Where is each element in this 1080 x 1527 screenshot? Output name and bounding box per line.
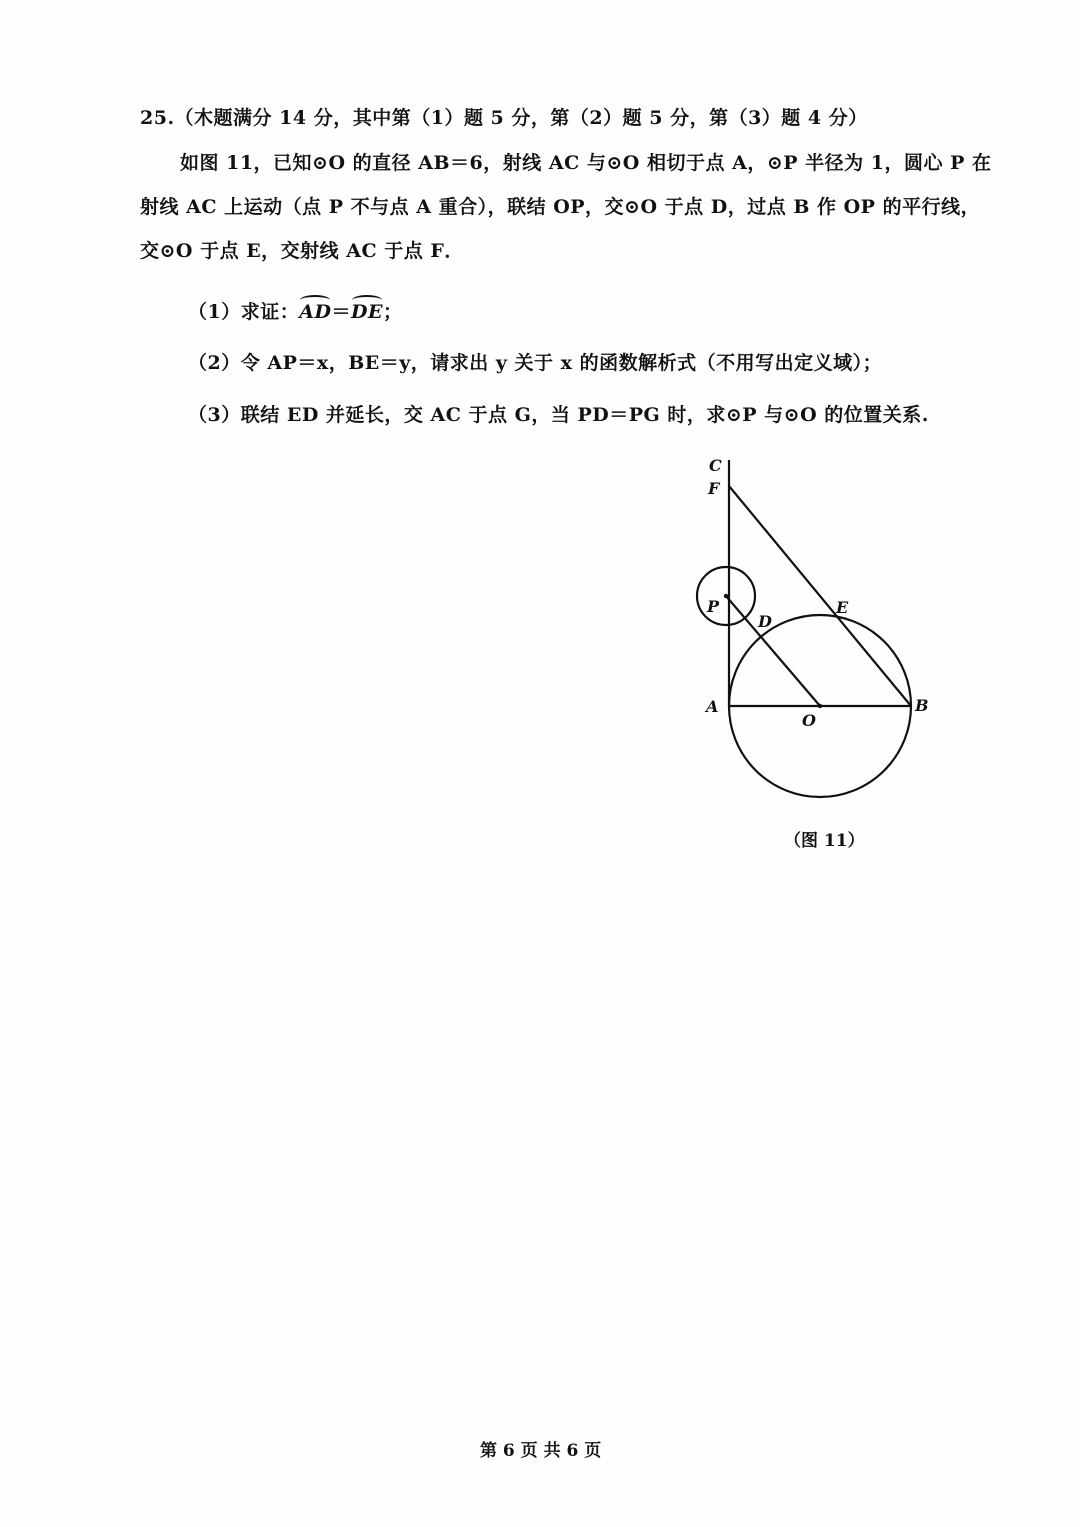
segment-po [726, 596, 820, 706]
label-f: F [708, 479, 720, 498]
label-b: B [915, 696, 929, 715]
point-p [724, 594, 728, 598]
question-3: （3）联结 ED 并延长，交 AC 于点 G，当 PD＝PG 时，求⊙P 与⊙O 的位置关系. [188, 404, 929, 426]
label-p: P [707, 597, 720, 616]
line-fb [729, 486, 911, 706]
label-c: C [709, 456, 722, 475]
question-1-equals: ＝ [331, 301, 351, 323]
question-1-suffix: ； [382, 301, 403, 323]
label-d: D [758, 612, 772, 631]
problem-header: 25.（木题满分 14 分，其中第（1）题 5 分，第（2）题 5 分，第（3）题 4 分） [140, 107, 868, 129]
problem-intro-line-3: 交⊙O 于点 E，交射线 AC 于点 F． [140, 240, 464, 262]
page-number: 第 6 页 共 6 页 [480, 1441, 602, 1461]
question-2: （2）令 AP＝x，BE＝y，请求出 y 关于 x 的函数解析式（不用写出定义域）； [188, 352, 883, 374]
arc-de: DE [350, 301, 383, 323]
point-o [818, 704, 822, 708]
label-e: E [836, 598, 849, 617]
arc-ad: AD [299, 301, 332, 323]
figure-caption: （图 11） [784, 831, 865, 851]
label-o: O [802, 711, 816, 730]
label-a: A [706, 697, 719, 716]
question-1-prefix: （1）求证： [188, 301, 300, 323]
question-1 [188, 297, 402, 324]
geometry-figure [680, 450, 950, 810]
problem-intro-line-1: 如图 11，已知⊙O 的直径 AB＝6，射线 AC 与⊙O 相切于点 A，⊙P 半径为 1，圆心 P 在 [180, 152, 992, 174]
problem-intro-line-2: 射线 AC 上运动（点 P 不与点 A 重合），联结 OP，交⊙O 于点 D，过点 B 作 OP 的平行线， [140, 196, 981, 218]
